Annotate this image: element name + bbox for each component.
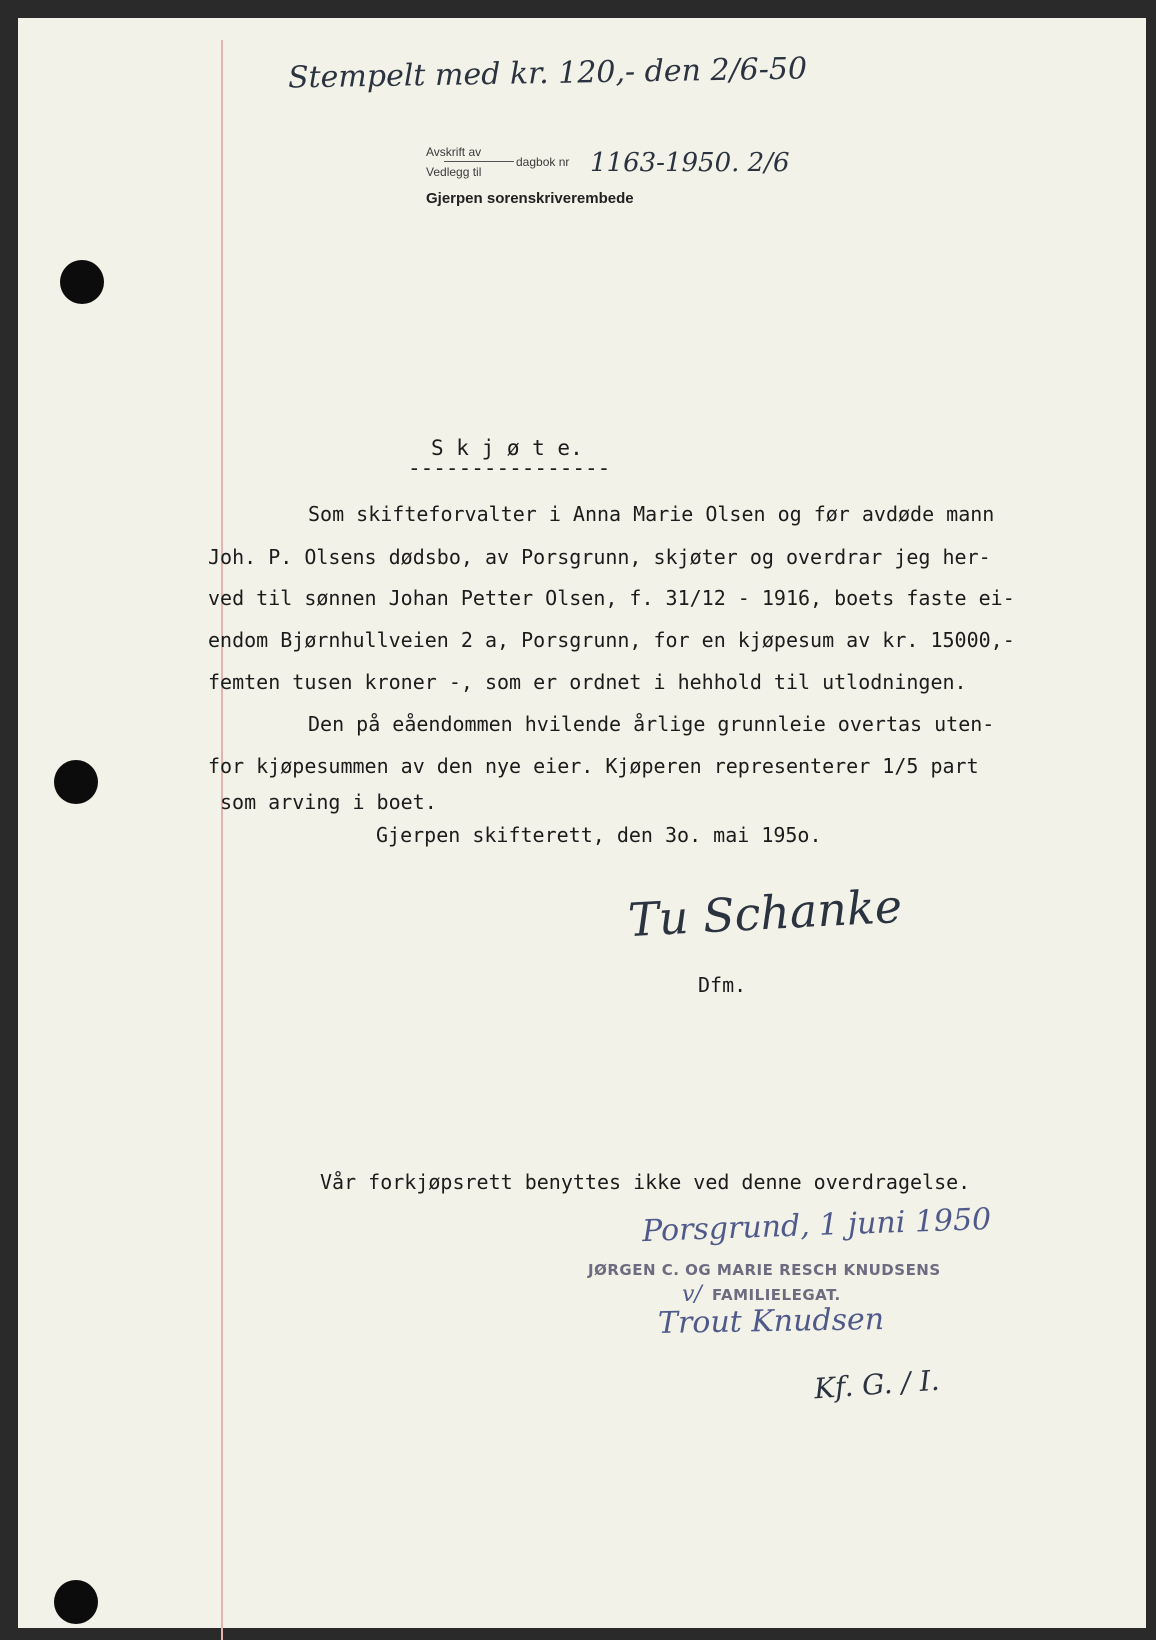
punch-hole-1 xyxy=(60,260,104,304)
stamp-duty-note: Stempelt med kr. 120,- den 2/6-50 xyxy=(287,51,808,96)
signature-title: Dfm. xyxy=(698,973,747,997)
legacy-stamp-line-1: JØRGEN C. OG MARIE RESCH KNUDSENS xyxy=(588,1261,941,1279)
document-title: S k j ø t e. xyxy=(431,436,583,460)
body-line-1: Som skifteforvalter i Anna Marie Olsen og før avdøde mann xyxy=(308,502,995,526)
dagbok-number: 1163-1950. 2/6 xyxy=(590,148,790,178)
vedlegg-label: Vedlegg til xyxy=(426,165,482,179)
title-underline: ---------------- xyxy=(408,456,611,480)
body-line-4: endom Bjørnhullveien 2 a, Porsgrunn, for en kjøpesum av kr. 15000,- xyxy=(208,628,1015,652)
office-stamp: Gjerpen sorenskriverembede xyxy=(426,190,634,207)
judge-signature: Tu Schanke xyxy=(626,878,904,948)
body-line-7: for kjøpesummen av den nye eier. Kjøperen representerer 1/5 part xyxy=(208,754,979,778)
body-line-2: Joh. P. Olsens dødsbo, av Porsgrunn, skjøter og overdrar jeg her- xyxy=(208,545,991,569)
stamp-prefix: v/ xyxy=(682,1282,702,1307)
handwritten-initials: Kf. G. / I. xyxy=(813,1363,941,1406)
punch-hole-3 xyxy=(54,1580,98,1624)
body-line-3: ved til sønnen Johan Petter Olsen, f. 31/12 - 1916, boets faste ei- xyxy=(208,586,1015,610)
body-line-8: som arving i boet. xyxy=(220,790,437,814)
avskrift-label: Avskrift av xyxy=(426,145,482,159)
body-line-5: femten tusen kroner -, som er ordnet i hehhold til utlodningen. xyxy=(208,670,967,694)
preemption-statement: Vår forkjøpsrett benyttes ikke ved denne overdragelse. xyxy=(320,1170,971,1194)
margin-line xyxy=(221,40,223,1640)
body-line-9: Gjerpen skifterett, den 3o. mai 195o. xyxy=(376,823,822,847)
legacy-stamp-line-2: FAMILIELEGAT. xyxy=(712,1286,841,1304)
document-page xyxy=(18,18,1146,1628)
stamp-underline xyxy=(444,161,514,162)
handwritten-place-date: Porsgrund, 1 juni 1950 xyxy=(641,1201,992,1250)
punch-hole-2 xyxy=(54,760,98,804)
body-line-6: Den på eåendommen hvilende årlige grunnleie overtas uten- xyxy=(308,712,995,736)
dagbok-label: dagbok nr xyxy=(516,155,570,169)
handwritten-signature: Trout Knudsen xyxy=(657,1302,885,1341)
